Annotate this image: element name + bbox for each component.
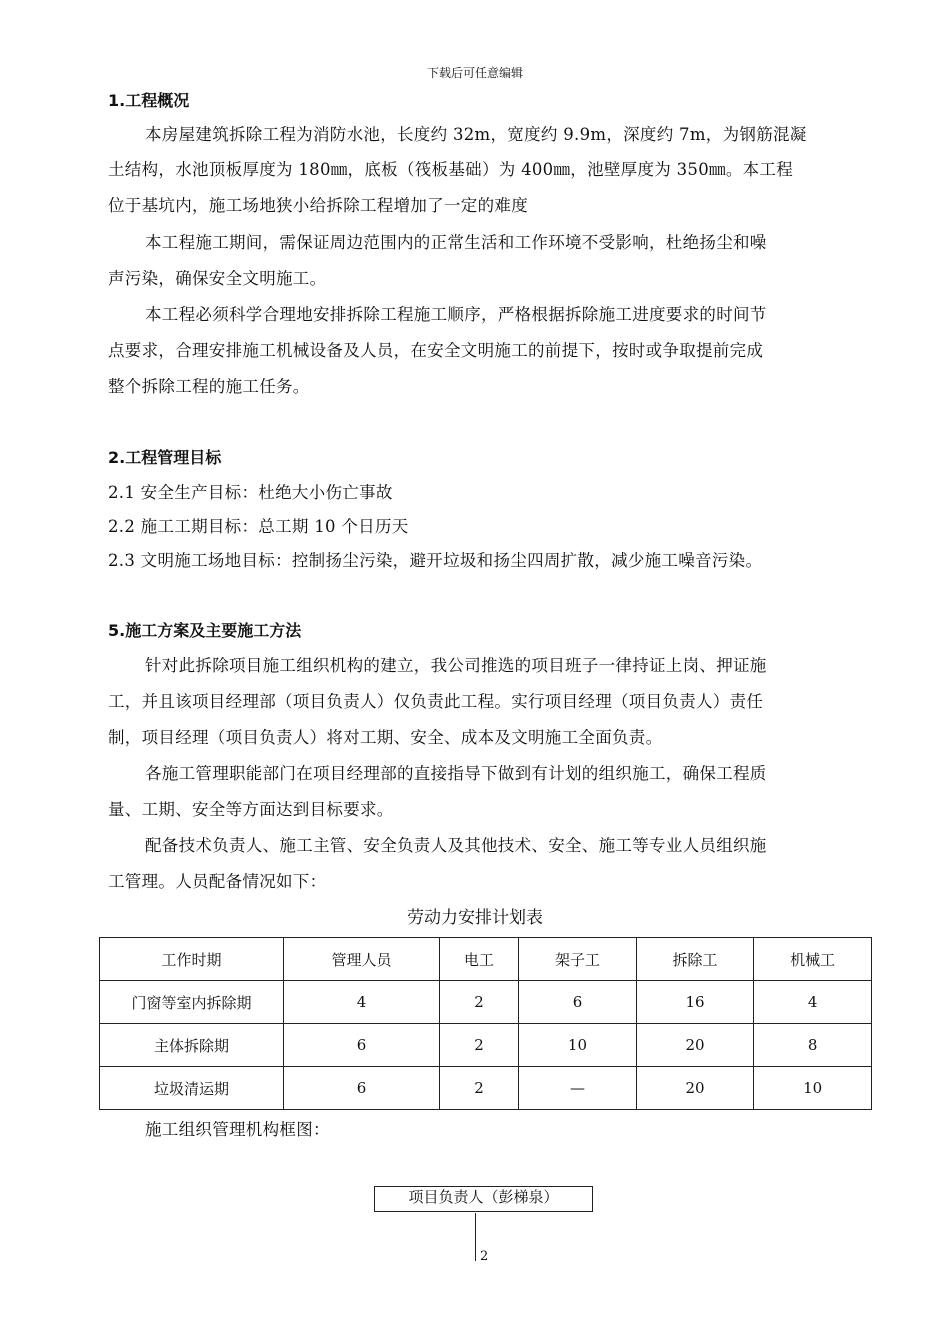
header-note: 下载后可任意编辑 xyxy=(426,66,523,80)
table-cell: 4 xyxy=(284,981,440,1024)
page-number: 2 xyxy=(480,1249,489,1264)
section1-line: 土结构，水池顶板厚度为 180㎜，底板（筏板基础）为 400㎜，池壁厚度为 350㎜。本工程 xyxy=(108,160,794,179)
section2-title: 2.工程管理目标 xyxy=(108,448,222,467)
table-cell: 16 xyxy=(636,981,754,1024)
section2-item: 2.2 施工工期目标：总工期 10 个日历天 xyxy=(108,517,409,536)
section5-line: 工管理。人员配备情况如下： xyxy=(108,872,327,891)
section1-line: 点要求，合理安排施工机械设备及人员，在安全文明施工的前提下，按时或争取提前完成 xyxy=(108,341,764,360)
table-header-cell: 工作时期 xyxy=(100,938,284,981)
section1-line: 本工程必须科学合理地安排拆除工程施工顺序，严格根据拆除施工进度要求的时间节 xyxy=(145,305,767,324)
table-cell: 6 xyxy=(519,981,637,1024)
org-top-box: 项目负责人（彭梯泉） xyxy=(374,1186,593,1212)
table-row xyxy=(100,1067,872,1110)
section5-line: 制，项目经理（项目负责人）将对工期、安全、成本及文明施工全面负责。 xyxy=(108,728,663,747)
section1-title: 1.工程概况 xyxy=(108,91,190,110)
table-cell: 2 xyxy=(439,981,518,1024)
section1-line: 本房屋建筑拆除工程为消防水池，长度约 32m，宽度约 9.9m，深度约 7m，为钢筋混凝 xyxy=(145,125,807,144)
table-header-cell: 机械工 xyxy=(754,938,872,981)
table-header-cell: 管理人员 xyxy=(284,938,440,981)
table-cell: — xyxy=(519,1067,637,1110)
table-cell: 2 xyxy=(439,1024,518,1067)
section5-line: 针对此拆除项目施工组织机构的建立，我公司推选的项目班子一律持证上岗、押证施 xyxy=(145,656,767,675)
section1-line: 声污染，确保安全文明施工。 xyxy=(108,269,327,288)
table-caption: 劳动力安排计划表 xyxy=(407,908,543,928)
section1-line: 本工程施工期间，需保证周边范围内的正常生活和工作环境不受影响，杜绝扬尘和噪 xyxy=(145,233,767,252)
table-cell: 8 xyxy=(754,1024,872,1067)
section5-line: 量、工期、安全等方面达到目标要求。 xyxy=(108,800,394,819)
table-row xyxy=(100,1024,872,1067)
table-cell: 6 xyxy=(284,1024,440,1067)
table-header-cell: 拆除工 xyxy=(636,938,754,981)
table-cell: 6 xyxy=(284,1067,440,1110)
table-cell: 20 xyxy=(636,1067,754,1110)
section5-title: 5.施工方案及主要施工方法 xyxy=(108,621,302,640)
section5-line: 配备技术负责人、施工主管、安全负责人及其他技术、安全、施工等专业人员组织施 xyxy=(145,836,767,855)
section5-line: 工，并且该项目经理部（项目负责人）仅负责此工程。实行项目经理（项目负责人）责任 xyxy=(108,692,764,711)
table-cell: 10 xyxy=(754,1067,872,1110)
section2-item: 2.3 文明施工场地目标：控制扬尘污染，避开垃圾和扬尘四周扩散，减少施工噪音污染。 xyxy=(108,551,763,570)
table-header-cell: 架子工 xyxy=(519,938,637,981)
table-row xyxy=(100,981,872,1024)
table-header-cell: 电工 xyxy=(439,938,518,981)
org-intro: 施工组织管理机构框图： xyxy=(145,1120,330,1139)
section5-line: 各施工管理职能部门在项目经理部的直接指导下做到有计划的组织施工，确保工程质 xyxy=(145,764,767,783)
table-header-row xyxy=(100,938,872,981)
labor-plan-table xyxy=(99,937,872,1110)
table-cell: 4 xyxy=(754,981,872,1024)
table-cell: 垃圾清运期 xyxy=(100,1067,284,1110)
table-cell: 20 xyxy=(636,1024,754,1067)
section2-item: 2.1 安全生产目标：杜绝大小伤亡事故 xyxy=(108,483,393,502)
section1-line: 整个拆除工程的施工任务。 xyxy=(108,377,310,396)
table-cell: 门窗等室内拆除期 xyxy=(100,981,284,1024)
section1-line: 位于基坑内，施工场地狭小给拆除工程增加了一定的难度 xyxy=(108,196,528,215)
table-cell: 10 xyxy=(519,1024,637,1067)
org-connector-line xyxy=(475,1213,476,1261)
table-cell: 2 xyxy=(439,1067,518,1110)
table-cell: 主体拆除期 xyxy=(100,1024,284,1067)
